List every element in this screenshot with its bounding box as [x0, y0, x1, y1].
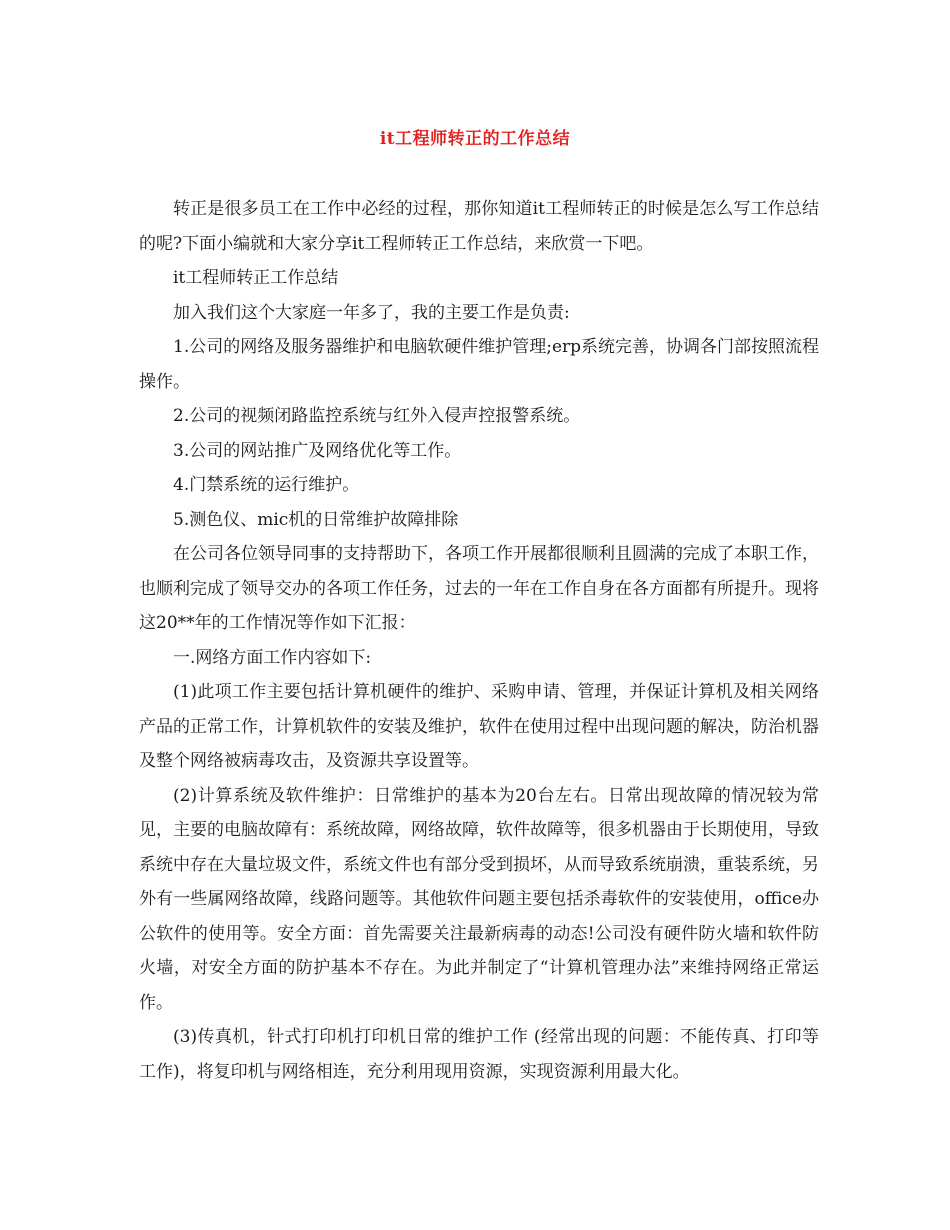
section-heading-network: 一.网络方面工作内容如下: [173, 647, 372, 668]
paragraph-intro: 转正是很多员工在工作中必经的过程，那你知道it工程师转正的时候是怎么写工作总结的呢?下面小编就和大家分享it工程师转正工作总结，来欣赏一下吧。 [139, 199, 819, 254]
list-item-4: 4.门禁系统的运行维护。 [173, 475, 360, 495]
paragraph-responsibilities-intro: 加入我们这个大家庭一年多了，我的主要工作是负责: [173, 302, 570, 323]
paragraph-network-1: (1)此项工作主要包括计算机硬件的维护、采购申请、管理，并保证计算机及相关网络产品的正常工作，计算机软件的安装及维护，软件在使用过程中出现问题的解决，防治机器及整个网络被病毒攻击，及资源共享设置等。 [139, 682, 819, 771]
list-item-2: 2.公司的视频闭路监控系统与红外入侵声控报警系统。 [173, 406, 581, 426]
document-body [139, 192, 819, 1089]
paragraph-summary: 在公司各位领导同事的支持帮助下，各项工作开展都很顺利且圆满的完成了本职工作，也顺利完成了领导交办的各项工作任务，过去的一年在工作自身在各方面都有所提升。现将这20**年的工作情况等作如下汇报： [139, 544, 819, 633]
list-item-1: 1.公司的网络及服务器维护和电脑软硬件维护管理;erp系统完善，协调各门部按照流程操作。 [139, 337, 820, 392]
document-title: it工程师转正的工作总结 [379, 129, 571, 149]
list-item-3: 3.公司的网站推广及网络优化等工作。 [173, 440, 462, 461]
paragraph-network-3: (3)传真机，针式打印机打印机日常的维护工作 (经常出现的问题：不能传真、打印等工作)，将复印机与网络相连，充分利用现用资源，实现资源利用最大化。 [139, 1027, 819, 1082]
list-item-5: 5.测色仪、mic机的日常维护故障排除 [173, 509, 459, 530]
paragraph-network-2: (2)计算系统及软件维护：日常维护的基本为20台左右。日常出现故障的情况较为常见，主要的电脑故障有：系统故障，网络故障，软件故障等，很多机器由于长期使用，导致系统中存在大量垃圾文件，系统文件也有部分受到损坏，从而导致系统崩溃，重装系统，另外有一些属网络故障，线路问题等。其他软件问题主要包括杀毒软件的安装使用，office办公软件的使用等。安全方面：首先需要关注最新病毒的动态!公司没有硬件防火墙和软件防火墙，对安全方面的防护基本不存在。为此并制定了“计算机管理办法”来维持网络正常运作。 [139, 785, 819, 1013]
paragraph-subtitle: it工程师转正工作总结 [173, 268, 339, 288]
